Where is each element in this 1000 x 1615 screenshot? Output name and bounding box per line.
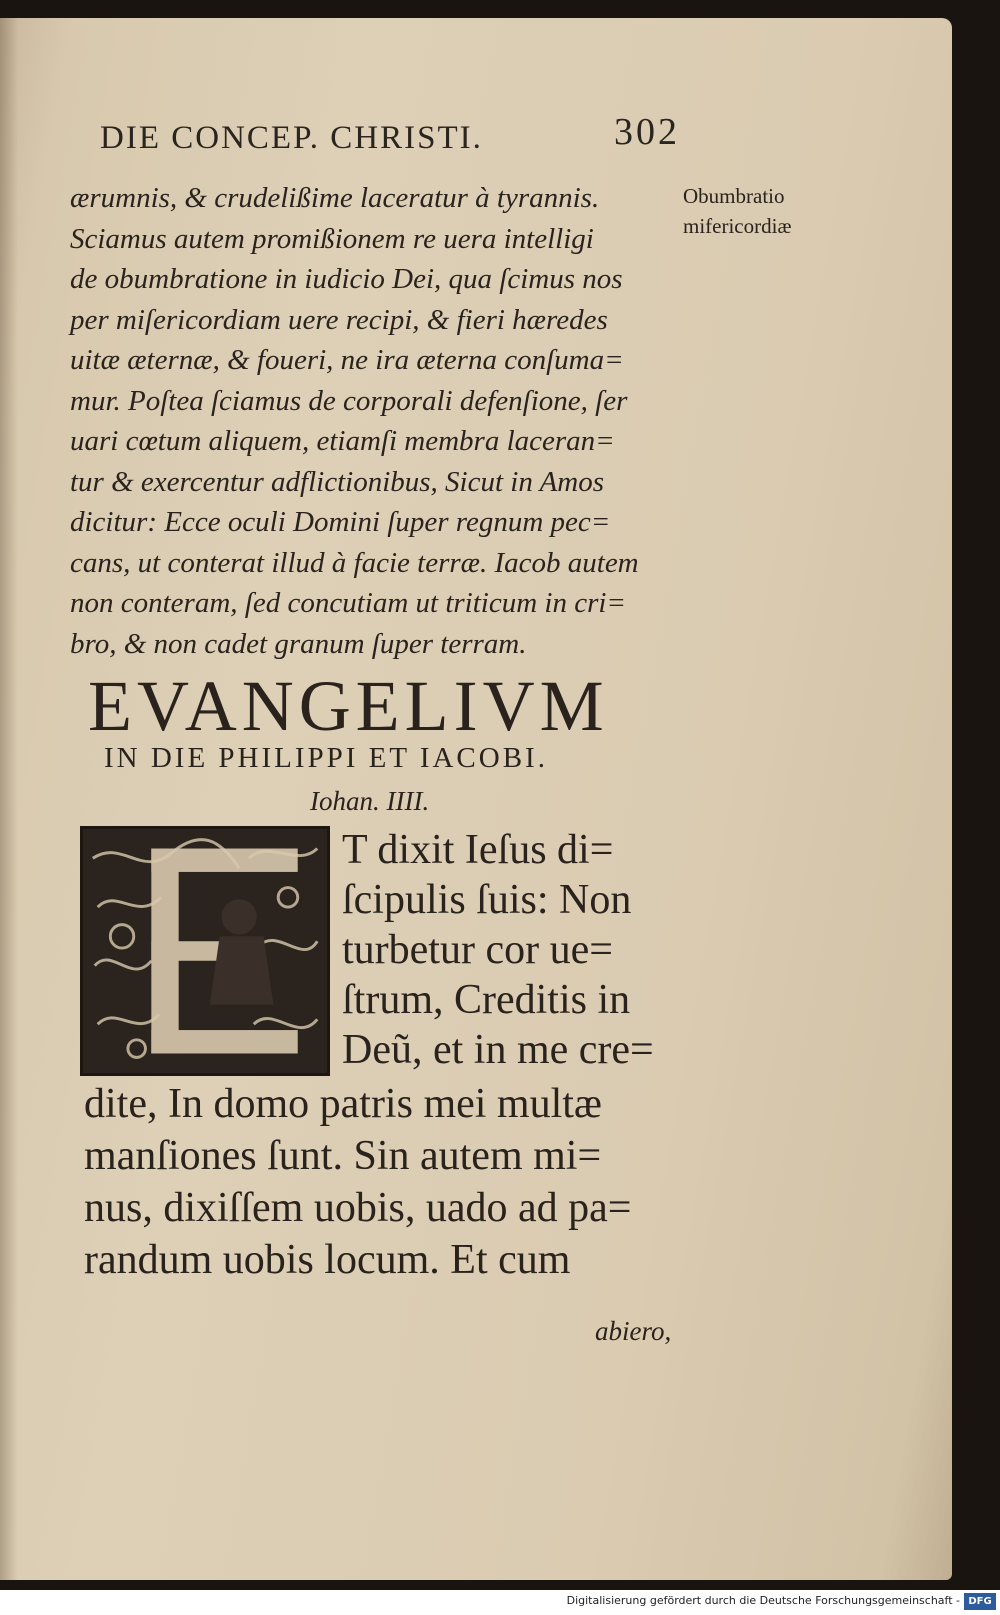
- gospel-line: ſtrum, Creditis in: [342, 977, 631, 1023]
- text-line: mur. Poſtea ſciamus de corporali defenſione, ſer: [70, 384, 628, 417]
- text-line: per miſericordiam uere recipi, & fieri hæredes: [70, 303, 608, 336]
- gospel-line: dite, In domo patris mei multæ: [84, 1081, 602, 1127]
- gospel-line: nus, dixiſſem uobis, uado ad pa=: [84, 1185, 632, 1231]
- text-line: ærumnis, & crudelißime laceratur à tyrannis.: [70, 182, 600, 214]
- page-number: 302: [614, 111, 680, 153]
- text-line: tur & exercentur adflictionibus, Sicut in Amos: [70, 465, 605, 498]
- text-line: dicitur: Ecce oculi Domini ſuper regnum pec=: [70, 506, 611, 538]
- running-title: DIE CONCEP. CHRISTI.: [100, 120, 483, 156]
- text-line: cans, ut conterat illud à facie terræ. Iacob autem: [70, 546, 639, 579]
- running-header: [100, 110, 680, 160]
- footer-bar: [0, 1590, 1000, 1615]
- book-page: [0, 18, 952, 1580]
- scripture-reference: Iohan. IIII.: [310, 786, 430, 816]
- text-line: uitæ æternæ, & foueri, ne ira æterna conſuma=: [70, 344, 624, 376]
- text-line: non conteram, ſed concutiam ut triticum in cri=: [70, 587, 626, 619]
- catchword: abiero,: [595, 1316, 672, 1346]
- decorated-initial: [80, 826, 330, 1076]
- funding-credit: Digitalisierung gefördert durch die Deutsche Forschungsgemeinschaft -: [566, 1594, 960, 1607]
- woodcut-initial-e-icon: [83, 829, 327, 1073]
- dfg-logo: DFG: [964, 1593, 996, 1610]
- text-line: de obumbratione in iudicio Dei, qua ſcimus nos: [70, 263, 623, 295]
- text-line: Sciamus autem promißionem re uera intelligi: [70, 222, 594, 255]
- marginal-note-line: Obumbratio: [683, 184, 785, 208]
- marginal-note-line: mifericordiæ: [683, 214, 792, 238]
- body-text: [70, 178, 680, 664]
- section-title: EVANGELIVM: [88, 666, 609, 746]
- section-subtitle: IN DIE PHILIPPI ET IACOBI.: [104, 742, 548, 774]
- gospel-line: Deũ, et in me cre=: [342, 1027, 654, 1073]
- gospel-line: turbetur cor ue=: [342, 927, 613, 973]
- gospel-line: randum uobis locum. Et cum: [84, 1237, 571, 1283]
- marginal-note: [683, 181, 833, 241]
- text-line: bro, & non cadet granum ſuper terram.: [70, 627, 527, 660]
- gospel-line: ſcipulis ſuis: Non: [342, 877, 632, 923]
- text-line: uari cœtum aliquem, etiamſi membra laceran=: [70, 425, 615, 457]
- gospel-line: manſiones ſunt. Sin autem mi=: [84, 1133, 602, 1179]
- gospel-line: T dixit Ieſus di=: [342, 827, 614, 873]
